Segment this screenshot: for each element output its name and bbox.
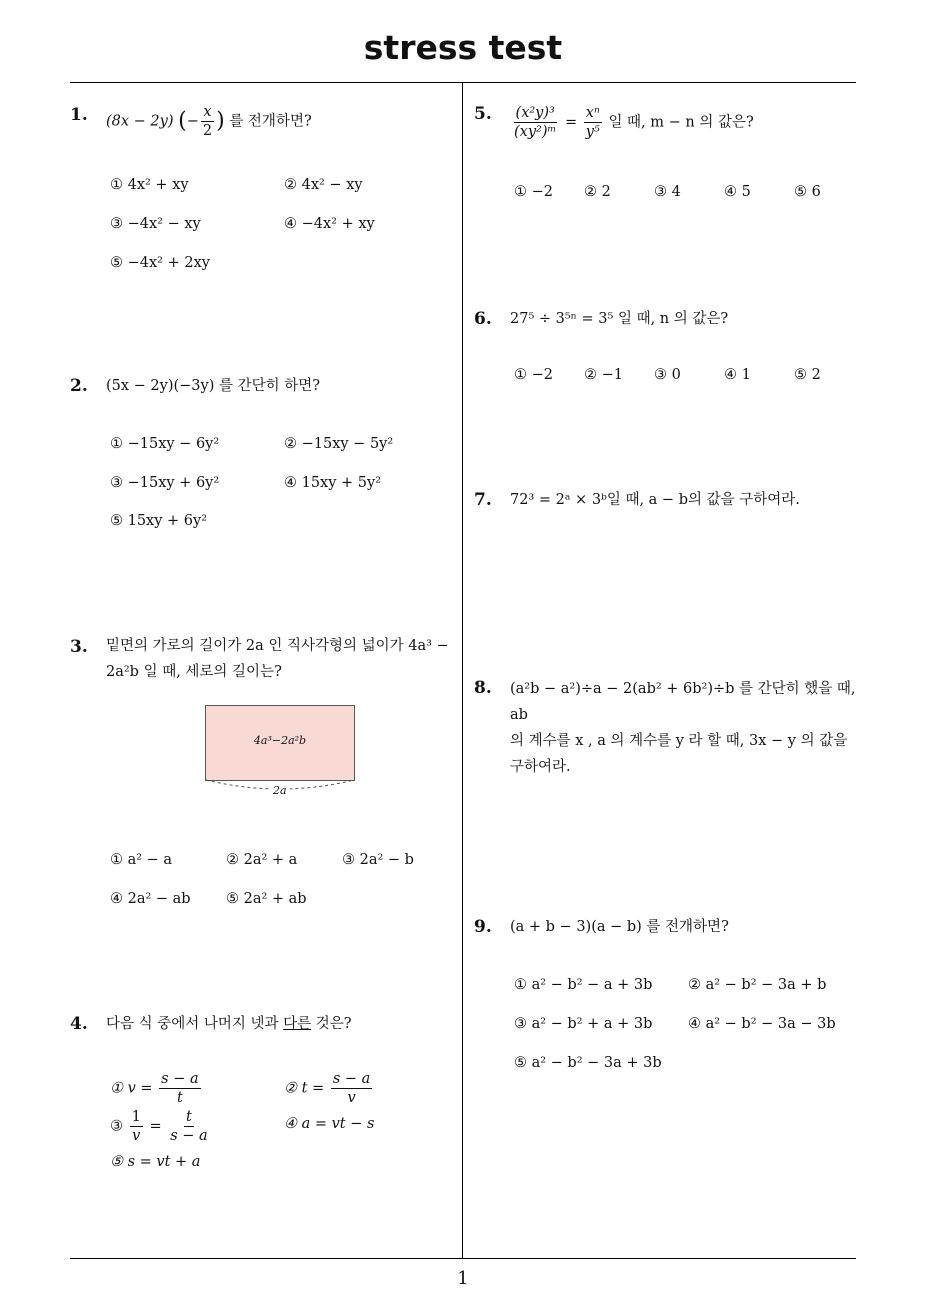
answer-option-2[interactable]: ② −1 — [584, 367, 623, 383]
answer-option-2[interactable]: ② a² − b² − 3a + b — [688, 977, 827, 993]
fraction-numerator: xⁿ — [585, 105, 600, 121]
rectangle-width-label: 2a — [270, 784, 290, 797]
question-text: (a + b − 3)(a − b) 를 전개하면? — [510, 919, 729, 935]
answer-option-1[interactable]: ① −15xy − 6y² — [110, 436, 220, 452]
fraction-denominator: (xy²)ᵐ — [514, 124, 557, 140]
fraction-numerator: s − a — [161, 1071, 199, 1087]
question-text: 72³ = 2ᵃ × 3ᵇ일 때, a − b의 값을 구하여라. — [510, 492, 800, 508]
answer-option-4[interactable]: ④ 1 — [724, 367, 751, 383]
option-lhs: ① v = — [110, 1080, 153, 1097]
answer-option-5[interactable]: ⑤ a² − b² − 3a + 3b — [514, 1055, 662, 1071]
page-title: stress test — [363, 28, 563, 67]
question-text: (5x − 2y)(−3y) 를 간단히 하면? — [106, 378, 321, 394]
question-2 — [70, 376, 450, 546]
answer-option-3[interactable]: ③ −4x² − xy — [110, 216, 201, 232]
option-lhs: ② t = — [284, 1080, 325, 1097]
rectangle-figure — [205, 705, 355, 781]
fraction-denominator: y⁵ — [585, 124, 600, 140]
fraction-numerator: s − a — [332, 1071, 371, 1087]
answer-option-3[interactable]: ③ 4 — [654, 184, 681, 200]
page-number: 1 — [457, 1268, 469, 1289]
question-5 — [474, 104, 864, 214]
rectangle-area-label: 4a³−2a²b — [253, 734, 307, 747]
question-text-line-2: 의 계수를 x , a 의 계수를 y 라 할 때, 3x − y 의 값을 — [510, 733, 848, 749]
answer-option-2[interactable]: ② 2 — [584, 184, 611, 200]
question-text: 27⁵ ÷ 3⁵ⁿ = 3⁵ 일 때, n 의 값은? — [510, 311, 729, 327]
answer-option-4[interactable]: ④ a² − b² − 3a − 3b — [688, 1016, 836, 1032]
fraction-numerator: 1 — [131, 1109, 141, 1125]
column-divider — [462, 83, 463, 1258]
answer-option-5[interactable]: ⑤ s = vt + a — [110, 1154, 201, 1170]
fraction-denominator: v — [347, 1090, 356, 1106]
answer-option-1[interactable]: ① −2 — [514, 367, 553, 383]
question-text-line-3: 구하여라. — [510, 759, 571, 775]
question-text: 를 전개하면? — [229, 113, 312, 130]
question-text-line-2: 2a²b 일 때, 세로의 길이는? — [106, 664, 282, 680]
underlined-word: 다른 — [283, 1016, 312, 1032]
option-marker: ③ — [110, 1118, 123, 1135]
fraction-denominator: s − a — [170, 1128, 208, 1144]
answer-option-4[interactable]: ④ a = vt − s — [284, 1116, 375, 1132]
question-text: 다음 식 중에서 나머지 넷과 — [106, 1016, 284, 1032]
fraction-denominator: v — [132, 1128, 141, 1144]
question-number: 6. — [474, 309, 492, 329]
question-number: 2. — [70, 376, 88, 396]
answer-option-4[interactable]: ④ 15xy + 5y² — [284, 475, 382, 491]
question-text: 일 때, m − n 의 값은? — [608, 114, 754, 131]
question-expression: (8x − 2y) — [106, 113, 174, 130]
answer-option-3[interactable]: ③ −15xy + 6y² — [110, 475, 220, 491]
question-number: 9. — [474, 917, 492, 937]
answer-option-5[interactable]: ⑤ 6 — [794, 184, 821, 200]
answer-option-1[interactable]: ① −2 — [514, 184, 553, 200]
answer-option-1[interactable]: ① a² − b² − a + 3b — [514, 977, 653, 993]
question-number: 8. — [474, 678, 492, 698]
question-7 — [474, 490, 864, 520]
fraction-numerator: (x²y)³ — [515, 105, 555, 121]
question-number: 4. — [70, 1014, 88, 1034]
question-8 — [474, 678, 864, 775]
answer-option-1[interactable] — [110, 1070, 203, 1107]
fraction-numerator: t — [186, 1109, 192, 1125]
answer-option-1[interactable]: ① 4x² + xy — [110, 177, 189, 193]
answer-option-5[interactable]: ⑤ −4x² + 2xy — [110, 255, 210, 271]
q3-answer-option-3[interactable]: ③ 2a² − b — [342, 852, 414, 868]
question-text-line-1: (a²b − a²)÷a − 2(ab² + 6b²)÷b 를 간단히 했을 때, ab — [510, 681, 856, 723]
question-text-end: 것은? — [311, 1016, 352, 1032]
question-stem — [106, 1011, 352, 1037]
q3-answer-option-1[interactable]: ① a² − a — [110, 852, 173, 868]
answer-option-2[interactable]: ② −15xy − 5y² — [284, 436, 394, 452]
question-stem — [106, 633, 456, 685]
answer-option-2[interactable] — [284, 1070, 374, 1107]
question-text-line-1: 밑면의 가로의 길이가 2a 인 직사각형의 넓이가 4a³ − — [106, 638, 449, 654]
answer-option-4[interactable]: ④ −4x² + xy — [284, 216, 375, 232]
q3-answer-option-4[interactable]: ④ 2a² − ab — [110, 891, 191, 907]
question-number: 1. — [70, 105, 88, 125]
question-number: 3. — [70, 637, 88, 657]
question-number: 5. — [474, 104, 492, 124]
question-stem: (8x − 2y) (− $\frac{x}{2}$ ) 를 전개하면? — [106, 104, 312, 139]
answer-option-2[interactable]: ② 4x² − xy — [284, 177, 363, 193]
question-1 — [70, 105, 450, 285]
question-9 — [474, 917, 864, 1087]
bottom-rule — [70, 1258, 856, 1259]
fraction-numerator: x — [203, 104, 212, 120]
answer-option-5[interactable]: ⑤ 2 — [794, 367, 821, 383]
question-stem: $\frac{\text{(x²y)³}}{\text{(xy²)ᵐ}}$ = $\frac{\text{xⁿ}}{\text{y⁵}}$ 일 때, m − n 의 값은? — [514, 105, 754, 140]
answer-option-3[interactable]: ③ $\frac{1}{v}$ = $\frac{t}{s - a}$ — [110, 1109, 208, 1144]
fraction-denominator: 2 — [202, 123, 213, 139]
question-stem — [510, 676, 860, 780]
answer-option-3[interactable]: ③ 0 — [654, 367, 681, 383]
top-rule — [70, 82, 856, 83]
question-6 — [474, 309, 864, 399]
fraction-denominator: t — [176, 1090, 183, 1106]
answer-option-4[interactable]: ④ 5 — [724, 184, 751, 200]
question-3 — [70, 637, 460, 687]
question-number: 7. — [474, 490, 492, 510]
q3-answer-option-2[interactable]: ② 2a² + a — [226, 852, 298, 868]
q3-answer-option-5[interactable]: ⑤ 2a² + ab — [226, 891, 307, 907]
answer-option-5[interactable]: ⑤ 15xy + 6y² — [110, 513, 208, 529]
answer-option-3[interactable]: ③ a² − b² + a + 3b — [514, 1016, 653, 1032]
question-4 — [70, 1014, 460, 1194]
